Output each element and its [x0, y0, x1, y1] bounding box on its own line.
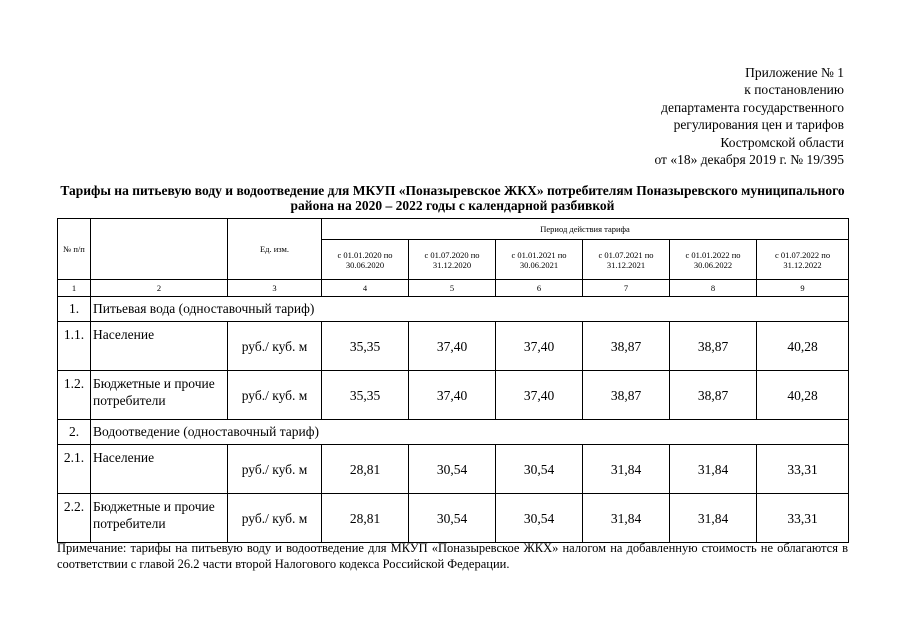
appendix-line: Костромской области — [720, 134, 844, 150]
table-row — [58, 494, 849, 543]
tariff-value: 37,40 — [496, 322, 583, 371]
tariff-value: 31,84 — [583, 494, 670, 543]
tariff-value: 33,31 — [757, 494, 849, 543]
row-unit: руб./ куб. м — [228, 322, 322, 371]
section-row — [58, 420, 849, 445]
header-name — [91, 219, 228, 280]
tariff-value: 30,54 — [409, 445, 496, 494]
tariff-value: 38,87 — [670, 322, 757, 371]
column-number: 3 — [228, 280, 322, 297]
column-number: 1 — [58, 280, 91, 297]
tariff-value: 37,40 — [409, 371, 496, 420]
appendix-block — [654, 64, 844, 168]
period-cell: с 01.01.2021 по 30.06.2021 — [496, 240, 583, 280]
period-cell: с 01.01.2022 по 30.06.2022 — [670, 240, 757, 280]
row-unit: руб./ куб. м — [228, 445, 322, 494]
appendix-line: регулирования цен и тарифов — [673, 117, 844, 133]
row-name: Бюджетные и прочие потребители — [91, 371, 228, 420]
tariff-value: 38,87 — [583, 322, 670, 371]
period-cell: с 01.07.2021 по 31.12.2021 — [583, 240, 670, 280]
tariff-table — [57, 218, 849, 543]
tariff-value: 40,28 — [757, 322, 849, 371]
column-number: 2 — [91, 280, 228, 297]
table-row — [58, 322, 849, 371]
table-row — [58, 445, 849, 494]
column-number: 9 — [757, 280, 849, 297]
period-cell: с 01.07.2022 по 31.12.2022 — [757, 240, 849, 280]
appendix-line: от «18» декабря 2019 г. № 19/395 — [654, 152, 844, 168]
table-row — [58, 371, 849, 420]
appendix-line: департамента государственного — [661, 99, 844, 115]
header-number: № п/п — [58, 219, 91, 280]
header-period: Период действия тарифа — [322, 219, 849, 240]
row-unit: руб./ куб. м — [228, 371, 322, 420]
tariff-value: 28,81 — [322, 494, 409, 543]
row-name: Население — [91, 322, 228, 371]
tariff-value: 37,40 — [409, 322, 496, 371]
tariff-value: 37,40 — [496, 371, 583, 420]
tariff-value: 30,54 — [496, 494, 583, 543]
row-index: 2.1. — [58, 445, 91, 494]
column-number-row — [58, 280, 849, 297]
tariff-value: 35,35 — [322, 371, 409, 420]
row-name: Бюджетные и прочие потребители — [91, 494, 228, 543]
tariff-value: 31,84 — [670, 445, 757, 494]
row-unit: руб./ куб. м — [228, 494, 322, 543]
column-number: 5 — [409, 280, 496, 297]
header-row — [58, 219, 849, 240]
row-name: Население — [91, 445, 228, 494]
section-title: Питьевая вода (одноставочный тариф) — [91, 297, 849, 322]
section-row — [58, 297, 849, 322]
document-title: Тарифы на питьевую воду и водоотведение для МКУП «Поназыревское ЖКХ» потребителям Поназыревского муниципального района на 2020 – 2022 годы с календарной разбивкой — [60, 183, 845, 213]
column-number: 6 — [496, 280, 583, 297]
header-unit: Ед. изм. — [228, 219, 322, 280]
section-index: 2. — [58, 420, 91, 445]
appendix-line: к постановлению — [744, 82, 844, 98]
tariff-value: 28,81 — [322, 445, 409, 494]
tariff-value: 35,35 — [322, 322, 409, 371]
tariff-value: 30,54 — [496, 445, 583, 494]
appendix-line: Приложение № 1 — [745, 65, 844, 80]
column-number: 4 — [322, 280, 409, 297]
row-index: 1.1. — [58, 322, 91, 371]
row-index: 1.2. — [58, 371, 91, 420]
period-cell: с 01.01.2020 по 30.06.2020 — [322, 240, 409, 280]
tariff-value: 38,87 — [583, 371, 670, 420]
tariff-value: 33,31 — [757, 445, 849, 494]
tariff-value: 31,84 — [583, 445, 670, 494]
tariff-value: 30,54 — [409, 494, 496, 543]
tariff-value: 40,28 — [757, 371, 849, 420]
section-title: Водоотведение (одноставочный тариф) — [91, 420, 849, 445]
period-cell: с 01.07.2020 по 31.12.2020 — [409, 240, 496, 280]
tariff-value: 38,87 — [670, 371, 757, 420]
footnote: Примечание: тарифы на питьевую воду и водоотведение для МКУП «Поназыревское ЖКХ» налогом на добавленную стоимость не облагаются в соответствии с главой 26.2 части второй Налогового кодекса Российской Федерации. — [57, 541, 848, 571]
column-number: 7 — [583, 280, 670, 297]
column-number: 8 — [670, 280, 757, 297]
section-index: 1. — [58, 297, 91, 322]
row-index: 2.2. — [58, 494, 91, 543]
tariff-value: 31,84 — [670, 494, 757, 543]
